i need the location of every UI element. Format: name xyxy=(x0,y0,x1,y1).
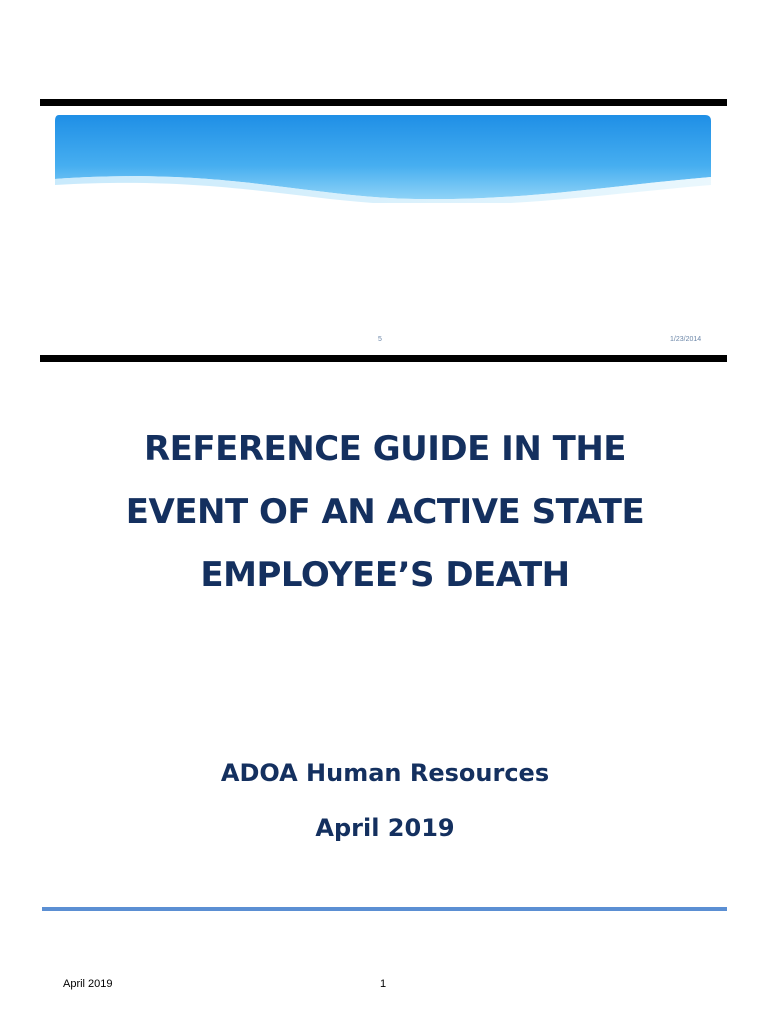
title-line-3: EMPLOYEE’S DEATH xyxy=(200,555,570,595)
title-line-2: EVENT OF AN ACTIVE STATE xyxy=(125,492,645,532)
document-date: April 2019 xyxy=(315,814,455,842)
footer-page-number: 1 xyxy=(380,978,387,990)
slide-date: 1/23/2014 xyxy=(670,336,702,343)
title-line-1: REFERENCE GUIDE IN THE xyxy=(144,429,626,469)
wave-banner-image xyxy=(55,115,711,203)
slide-number: 5 xyxy=(378,336,382,343)
middle-rule xyxy=(40,355,727,362)
document-title xyxy=(60,418,710,607)
footer-date: April 2019 xyxy=(63,978,113,990)
organization-name: ADOA Human Resources xyxy=(220,759,550,787)
top-rule xyxy=(40,99,727,106)
footer-rule xyxy=(42,907,727,911)
